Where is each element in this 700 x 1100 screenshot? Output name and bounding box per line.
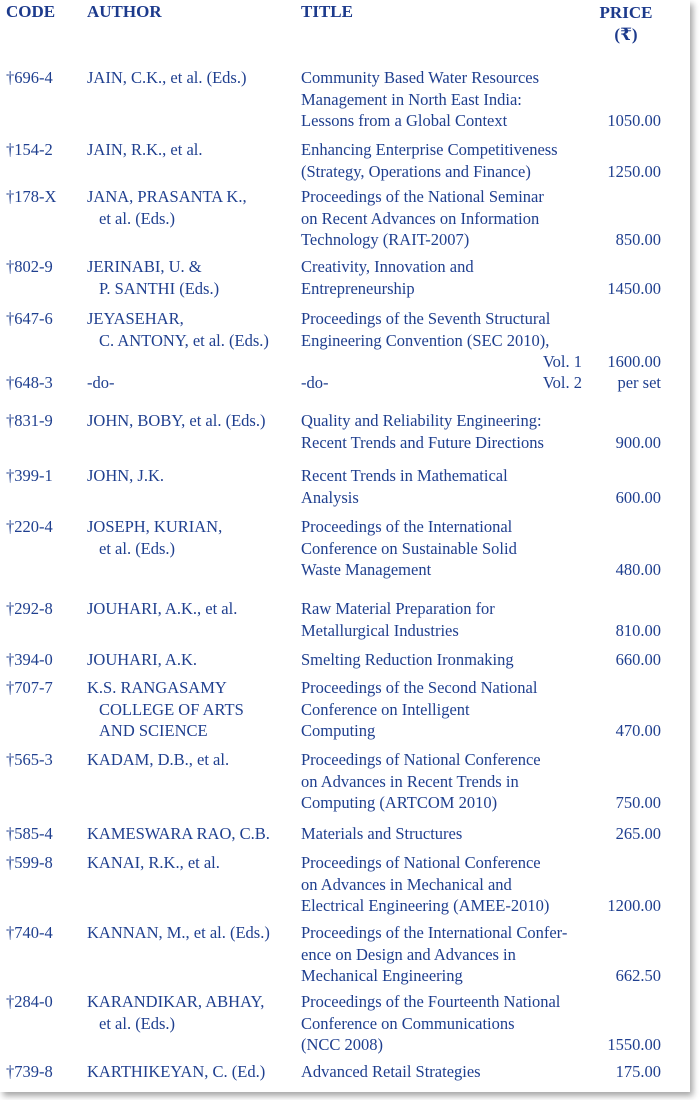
book-title	[301, 823, 601, 845]
author-line: JOUHARI, A.K., et al.	[87, 599, 238, 618]
author-line: -do-	[87, 373, 115, 392]
title-line: Enhancing Enterprise Competitiveness	[301, 140, 558, 159]
book-title	[301, 1061, 601, 1083]
book-author	[87, 308, 292, 351]
book-author	[87, 598, 292, 620]
header-code: CODE	[6, 2, 56, 21]
book-title	[301, 256, 601, 299]
book-code: †292-8	[6, 599, 53, 618]
book-price: 470.00	[615, 721, 661, 740]
book-title	[301, 186, 601, 251]
book-price: 662.50	[615, 966, 661, 985]
book-price: 1050.00	[607, 111, 661, 130]
title-line: Mechanical Engineering	[301, 966, 463, 985]
title-line: Recent Trends in Mathematical	[301, 466, 508, 485]
book-code: †178-X	[6, 187, 57, 206]
header-price-label: PRICE	[599, 3, 653, 22]
title-line: Computing	[301, 721, 376, 740]
book-code: †831-9	[6, 411, 53, 430]
book-title	[301, 749, 601, 814]
author-line: AND SCIENCE	[99, 721, 208, 740]
title-line: Creativity, Innovation and	[301, 257, 474, 276]
book-price: 1250.00	[607, 161, 661, 181]
title-line: on Recent Advances on Information	[301, 208, 540, 228]
book-price: 600.00	[615, 487, 661, 507]
book-title	[301, 677, 601, 742]
title-line: Quality and Reliability Engineering:	[301, 411, 542, 430]
book-code: †696-4	[6, 68, 53, 87]
title-line: Management in North East India:	[301, 89, 522, 109]
book-title	[301, 922, 601, 987]
author-line: KAMESWARA RAO, C.B.	[87, 824, 270, 843]
author-line: KARANDIKAR, ABHAY,	[87, 992, 265, 1011]
title-line: Entrepreneurship	[301, 278, 415, 298]
book-code: †394-0	[6, 650, 53, 669]
book-author	[87, 1061, 292, 1083]
title-line: Electrical Engineering (AMEE-2010)	[301, 896, 550, 915]
author-line: JOHN, J.K.	[87, 466, 165, 485]
author-line: P. SANTHI (Eds.)	[99, 278, 220, 298]
author-line: et al. (Eds.)	[99, 208, 176, 228]
author-line: KANAI, R.K., et al.	[87, 853, 220, 872]
title-line: Proceedings of the International Confer-	[301, 923, 568, 942]
book-author	[87, 139, 292, 161]
title-line: Proceedings of the Fourteenth National	[301, 992, 561, 1011]
book-price: 810.00	[615, 620, 661, 640]
title-line: Lessons from a Global Context	[301, 111, 508, 130]
book-author	[87, 186, 292, 229]
title-line: Waste Management	[301, 560, 432, 579]
book-author	[87, 749, 292, 771]
book-code: †802-9	[6, 257, 53, 276]
header-price-currency: (₹)	[614, 25, 638, 44]
author-line: JAIN, R.K., et al.	[87, 140, 203, 159]
book-title	[301, 598, 601, 641]
book-price: 1200.00	[607, 896, 661, 915]
book-code: †220-4	[6, 517, 53, 536]
title-line: Computing (ARTCOM 2010)	[301, 793, 498, 812]
book-author	[87, 67, 292, 89]
title-line: on Advances in Mechanical and	[301, 874, 512, 894]
header-author: AUTHOR	[87, 2, 162, 21]
book-code: †154-2	[6, 140, 53, 159]
author-line: JERINABI, U. &	[87, 257, 202, 276]
book-code: †647-6	[6, 309, 53, 328]
title-line: Smelting Reduction Ironmaking	[301, 650, 514, 669]
author-line: COLLEGE OF ARTS	[99, 699, 244, 719]
title-line: -do-	[301, 373, 329, 392]
book-price: 175.00	[615, 1062, 661, 1081]
book-price: 1600.00	[607, 352, 661, 371]
book-title	[301, 991, 601, 1056]
header-price	[591, 2, 661, 46]
book-author	[87, 991, 292, 1034]
title-line: Proceedings of National Conference	[301, 853, 541, 872]
book-author	[87, 823, 292, 845]
title-line: Proceedings of the Second National	[301, 678, 538, 697]
title-line: Conference on Intelligent	[301, 699, 470, 719]
header-title: TITLE	[301, 2, 353, 21]
book-title	[301, 516, 601, 581]
title-line: Recent Trends and Future Directions	[301, 432, 544, 452]
author-line: et al. (Eds.)	[99, 1013, 176, 1033]
book-author	[87, 649, 292, 671]
book-author	[87, 922, 292, 944]
book-price: 1550.00	[607, 1035, 661, 1054]
book-author	[87, 256, 292, 299]
table-header	[0, 2, 690, 52]
title-line: ence on Design and Advances in	[301, 944, 516, 964]
title-line: (NCC 2008)	[301, 1035, 384, 1054]
author-line: JOUHARI, A.K.	[87, 650, 198, 669]
title-line: Raw Material Preparation for	[301, 599, 495, 618]
book-code: †740-4	[6, 923, 53, 942]
book-author	[87, 677, 292, 742]
book-title	[301, 852, 601, 917]
author-line: KADAM, D.B., et al.	[87, 750, 230, 769]
book-title	[301, 67, 601, 132]
title-line: Engineering Convention (SEC 2010),	[301, 330, 550, 350]
author-line: JOSEPH, KURIAN,	[87, 517, 223, 536]
title-line: Proceedings of the International	[301, 517, 513, 536]
title-line: Proceedings of the Seventh Structural	[301, 309, 551, 328]
title-line: on Advances in Recent Trends in	[301, 771, 519, 791]
book-price: 850.00	[615, 230, 661, 249]
title-line: Community Based Water Resources	[301, 68, 540, 87]
book-price: 900.00	[615, 432, 661, 452]
book-title	[301, 465, 601, 508]
title-line: Metallurgical Industries	[301, 620, 459, 640]
book-author	[87, 410, 292, 432]
book-code: †739-8	[6, 1062, 53, 1081]
title-line: Proceedings of National Conference	[301, 750, 541, 769]
volume-label: Vol. 2	[542, 373, 582, 392]
book-title	[301, 308, 601, 351]
book-price: 660.00	[615, 650, 661, 669]
book-code: †585-4	[6, 824, 53, 843]
author-line: JANA, PRASANTA K.,	[87, 187, 247, 206]
volume-label: Vol. 1	[542, 352, 582, 371]
title-line: Materials and Structures	[301, 824, 463, 843]
book-code: †284-0	[6, 992, 53, 1011]
book-title	[301, 649, 601, 671]
book-title	[301, 139, 601, 182]
author-line: KANNAN, M., et al. (Eds.)	[87, 923, 270, 942]
book-code: †599-8	[6, 853, 53, 872]
book-author	[87, 465, 292, 487]
author-line: JOHN, BOBY, et al. (Eds.)	[87, 411, 266, 430]
title-line: (Strategy, Operations and Finance)	[301, 161, 531, 181]
title-line: Conference on Sustainable Solid	[301, 538, 517, 558]
book-code: †399-1	[6, 466, 53, 485]
book-price: 265.00	[615, 824, 661, 843]
author-line: C. ANTONY, et al. (Eds.)	[99, 330, 269, 350]
book-price: 1450.00	[607, 278, 661, 298]
author-line: JAIN, C.K., et al. (Eds.)	[87, 68, 247, 87]
title-line: Conference on Communications	[301, 1013, 515, 1033]
book-code: †707-7	[6, 678, 53, 697]
author-line: JEYASEHAR,	[87, 309, 184, 328]
title-line: Analysis	[301, 487, 359, 507]
book-author	[87, 516, 292, 559]
title-line: Proceedings of the National Seminar	[301, 187, 544, 206]
book-price: per set	[617, 373, 661, 392]
author-line: et al. (Eds.)	[99, 538, 176, 558]
author-line: KARTHIKEYAN, C. (Ed.)	[87, 1062, 266, 1081]
book-author	[87, 852, 292, 874]
title-line: Technology (RAIT-2007)	[301, 230, 470, 249]
book-price: 480.00	[615, 560, 661, 579]
book-code: †648-3	[6, 373, 53, 392]
title-line: Advanced Retail Strategies	[301, 1062, 481, 1081]
author-line: K.S. RANGASAMY	[87, 678, 227, 697]
book-code: †565-3	[6, 750, 53, 769]
book-author	[87, 372, 292, 394]
book-price: 750.00	[615, 793, 661, 812]
book-title	[301, 410, 601, 453]
